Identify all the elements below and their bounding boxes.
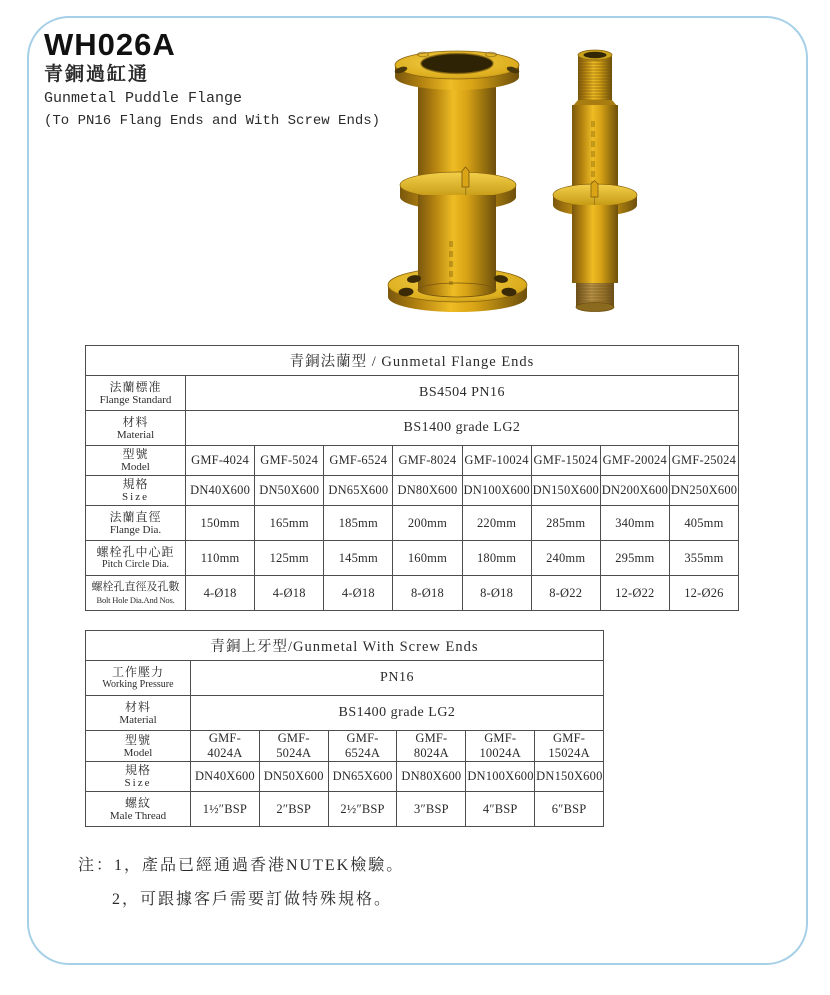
table-row	[86, 476, 739, 506]
cell: DN150X600	[531, 476, 600, 506]
cell: 160mm	[393, 541, 462, 576]
screwed-fitting-figure	[553, 50, 637, 312]
cell: 12-Ø22	[600, 576, 669, 611]
row-label: 螺栓孔中心距 Pitch Circle Dia.	[86, 541, 186, 576]
table-title-row	[86, 346, 739, 376]
flanged-fitting-figure	[388, 51, 527, 312]
row-label: 螺栓孔直徑及孔數 Bolt Hole Dia.And Nos.	[86, 576, 186, 611]
row-label: 型號 Model	[86, 731, 191, 762]
product-subtitle: (To PN16 Flang Ends and With Screw Ends)	[44, 113, 381, 129]
cell: 200mm	[393, 506, 462, 541]
cell: GMF-5024A	[259, 731, 328, 762]
cell: 4-Ø18	[324, 576, 393, 611]
cell: 6″BSP	[535, 792, 604, 827]
cell: 2½″BSP	[328, 792, 397, 827]
cell: GMF-20024	[600, 446, 669, 476]
cell: 1½″BSP	[191, 792, 260, 827]
cell: 240mm	[531, 541, 600, 576]
cell: 185mm	[324, 506, 393, 541]
cell: GMF-15024	[531, 446, 600, 476]
cell: DN50X600	[259, 762, 328, 792]
row-label: 工作壓力 Working Pressure	[86, 661, 191, 696]
cell: 4-Ø18	[255, 576, 324, 611]
cell: DN80X600	[393, 476, 462, 506]
product-code: WH026A	[44, 27, 176, 62]
row-value: BS1400 grade LG2	[186, 411, 739, 446]
row-label: 材料 Material	[86, 696, 191, 731]
row-label: 法蘭標准 Flange Standard	[86, 376, 186, 411]
table-row	[86, 576, 739, 611]
table-row	[86, 792, 604, 827]
cell: DN50X600	[255, 476, 324, 506]
cell: 2″BSP	[259, 792, 328, 827]
table-title: 青銅上牙型/Gunmetal With Screw Ends	[86, 631, 604, 661]
cell: GMF-4024	[186, 446, 255, 476]
table-row	[86, 376, 739, 411]
table-row	[86, 411, 739, 446]
cell: DN150X600	[535, 762, 604, 792]
cell: GMF-8024	[393, 446, 462, 476]
cell: GMF-25024	[669, 446, 738, 476]
cell: 165mm	[255, 506, 324, 541]
cell: DN65X600	[324, 476, 393, 506]
cell: 145mm	[324, 541, 393, 576]
cell: GMF-10024	[462, 446, 531, 476]
cell: 8-Ø22	[531, 576, 600, 611]
row-label: 螺紋 Male Thread	[86, 792, 191, 827]
row-value: PN16	[191, 661, 604, 696]
cell: DN100X600	[462, 476, 531, 506]
cell: DN65X600	[328, 762, 397, 792]
row-label: 規格 Size	[86, 476, 186, 506]
product-title-en: Gunmetal Puddle Flange	[44, 90, 243, 107]
cell: GMF-4024A	[191, 731, 260, 762]
note-line-2: 2，可跟據客戶需要訂做特殊規格。	[112, 891, 393, 908]
cell: 405mm	[669, 506, 738, 541]
cell: GMF-5024	[255, 446, 324, 476]
flange-ends-spec-table	[85, 345, 739, 611]
cell: 180mm	[462, 541, 531, 576]
cell: DN40X600	[186, 476, 255, 506]
cell: 110mm	[186, 541, 255, 576]
cell: 12-Ø26	[669, 576, 738, 611]
cell: GMF-6524	[324, 446, 393, 476]
cell: 150mm	[186, 506, 255, 541]
table-row	[86, 696, 604, 731]
table-row	[86, 541, 739, 576]
cell: 4-Ø18	[186, 576, 255, 611]
page-header	[44, 28, 380, 131]
cell: DN80X600	[397, 762, 466, 792]
cell: 8-Ø18	[462, 576, 531, 611]
cell: GMF-6524A	[328, 731, 397, 762]
row-label: 法蘭直徑 Flange Dia.	[86, 506, 186, 541]
table-row	[86, 506, 739, 541]
note-line-1: 注：1，產品已經通過香港NUTEK檢驗。	[78, 857, 405, 874]
row-label: 規格 Size	[86, 762, 191, 792]
product-title-zh: 青銅過缸通	[44, 64, 150, 85]
cell: 4″BSP	[466, 792, 535, 827]
table-row	[86, 731, 604, 762]
cell: DN250X600	[669, 476, 738, 506]
cell: GMF-10024A	[466, 731, 535, 762]
cell: GMF-15024A	[535, 731, 604, 762]
table-title-row	[86, 631, 604, 661]
row-label: 型號 Model	[86, 446, 186, 476]
cell: 8-Ø18	[393, 576, 462, 611]
cell: 340mm	[600, 506, 669, 541]
cell: GMF-8024A	[397, 731, 466, 762]
table-title: 青銅法蘭型 / Gunmetal Flange Ends	[86, 346, 739, 376]
cell: DN200X600	[600, 476, 669, 506]
cell: 355mm	[669, 541, 738, 576]
cell: 285mm	[531, 506, 600, 541]
cell: 220mm	[462, 506, 531, 541]
cell: DN40X600	[191, 762, 260, 792]
cell: DN100X600	[466, 762, 535, 792]
product-photo	[378, 45, 648, 317]
screw-ends-spec-table	[85, 630, 604, 827]
row-value: BS1400 grade LG2	[191, 696, 604, 731]
row-value: BS4504 PN16	[186, 376, 739, 411]
cell: 3″BSP	[397, 792, 466, 827]
table-row	[86, 661, 604, 696]
table-row	[86, 446, 739, 476]
cell: 295mm	[600, 541, 669, 576]
table-row	[86, 762, 604, 792]
row-label: 材料 Material	[86, 411, 186, 446]
cell: 125mm	[255, 541, 324, 576]
